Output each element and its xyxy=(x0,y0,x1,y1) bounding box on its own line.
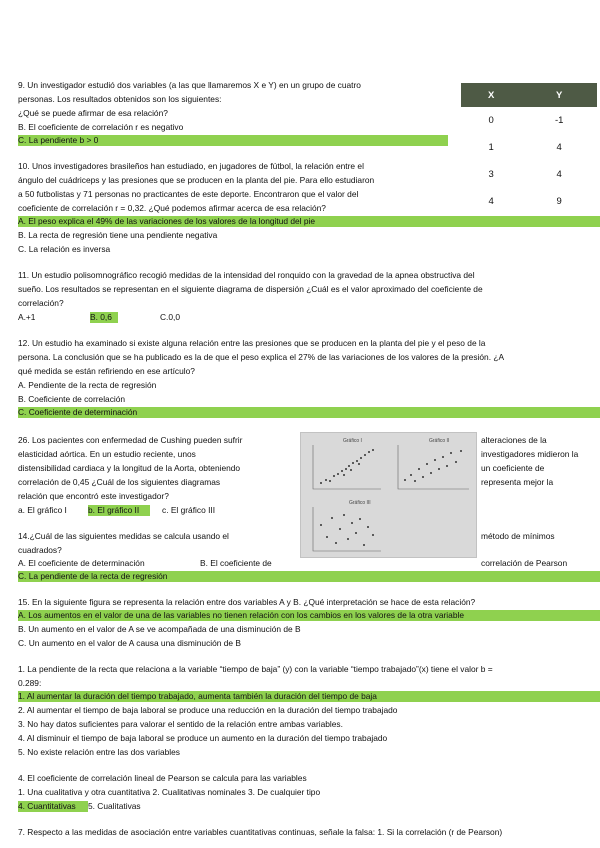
q15-option-c: C. Un aumento en el valor de A causa una disminución de B xyxy=(18,638,242,648)
q14-text-line2: cuadrados? xyxy=(18,545,62,555)
graph-point xyxy=(343,474,345,476)
q1-option-4: 4. Al disminuir el tiempo de baja laboral se produce un aumento en la duración del tiempo trabajado xyxy=(18,733,388,743)
q26-text-line4: correlación de 0,45 ¿Cuál de los siguientes diagramas xyxy=(18,477,221,487)
q10-option-c: C. La relación es inversa xyxy=(18,244,111,254)
graph-point xyxy=(347,538,349,540)
q1-option-1: 1. Al aumentar la duración del tiempo trabajado, aumenta también la duración del tiempo de baja xyxy=(18,691,377,701)
graph-point xyxy=(460,450,462,452)
graph-point xyxy=(450,452,452,454)
q1-option-2: 2. Al aumentar el tiempo de baja laboral se produce una reducción en la duración del tiempo trabajado xyxy=(18,705,398,715)
table-row xyxy=(461,107,597,134)
q9-option-c: C. La pendiente b > 0 xyxy=(18,135,99,145)
graph-point xyxy=(352,462,354,464)
graph-point xyxy=(404,479,406,481)
scatter-plots-figure xyxy=(300,432,477,558)
graph-2-axes xyxy=(398,445,469,489)
q9-question: ¿Qué se puede afirmar de esa relación? xyxy=(18,108,168,118)
graph-point xyxy=(350,469,352,471)
graph-point xyxy=(414,480,416,482)
table-cell: 1 xyxy=(488,142,494,153)
q10-option-a: A. El peso explica el 49% de las variaciones de los valores de la longitud del pie xyxy=(18,216,316,226)
q11-option-a: A.+1 xyxy=(18,312,36,322)
graph-point xyxy=(341,470,343,472)
q14-option-b-cont: correlación de Pearson xyxy=(481,558,568,568)
graph-point xyxy=(446,465,448,467)
q26-option-c: c. El gráfico III xyxy=(162,505,216,515)
q10-text-line2: ángulo del cuádriceps y las presiones que se producen en la planta del pie. Para ello estudiaron xyxy=(18,175,375,185)
table-cell: 4 xyxy=(488,196,494,207)
graph-point xyxy=(364,454,366,456)
q15-option-a: A. Los aumentos en el valor de una de las variables no tienen relación con los cambios en los valores de la otra variable xyxy=(18,610,464,620)
graph-point xyxy=(368,451,370,453)
table-row xyxy=(461,188,597,215)
graph-point xyxy=(367,526,369,528)
q26-text-line3: distensibilidad cardiaca y la longitud de la Aorta, obteniendo xyxy=(18,463,241,473)
q1-text-line1: 1. La pendiente de la recta que relaciona a la variable “tiempo de baja” (y) con la variable “tiempo trabajado”(x) tiene el valor b = xyxy=(18,664,493,674)
graph-point xyxy=(358,463,360,465)
table-header-x: X xyxy=(461,83,521,107)
graph-point xyxy=(418,468,420,470)
graph-point xyxy=(426,463,428,465)
xy-data-table xyxy=(461,83,597,215)
q14-option-c: C. La pendiente de la recta de regresión xyxy=(18,571,168,581)
q12-text-line3: qué medida se están refiriendo en ese artículo? xyxy=(18,366,195,376)
table-cell: 4 xyxy=(556,142,562,153)
table-cell: 0 xyxy=(488,115,494,126)
q26-text-right1: alteraciones de la xyxy=(481,435,547,445)
q10-text-line3: a 50 futbolistas y 71 personas no practicantes de este deporte. Encontraron que el valor del xyxy=(18,189,359,199)
q7-text-line1: 7. Respecto a las medidas de asociación entre variables cuantitativas continuas, señale la falsa: 1. Si la correlación (r de Pearson) xyxy=(18,827,503,837)
graph-point xyxy=(359,518,361,520)
graph-point xyxy=(320,524,322,526)
q11-text-line3: correlación? xyxy=(18,298,64,308)
graph-point xyxy=(372,534,374,536)
q11-option-b: B. 0,6 xyxy=(90,312,118,323)
q14-text-line1: 14.¿Cuál de las siguientes medidas se calcula usando el xyxy=(18,531,229,541)
graph-point xyxy=(325,479,327,481)
q1-option-5: 5. No existe relación entre las dos variables xyxy=(18,747,180,757)
table-cell: 9 xyxy=(556,196,562,207)
q26-text-right4: representa mejor la xyxy=(481,477,554,487)
q9-text-line1: 9. Un investigador estudió dos variables (a las que llamaremos X e Y) en un grupo de cuatro xyxy=(18,80,361,90)
graph-point xyxy=(345,468,347,470)
q26-text-right2: investigadores midieron la xyxy=(481,449,579,459)
table-row xyxy=(461,161,597,188)
q15-text-line1: 15. En la siguiente figura se representa la relación entre dos variables A y B. ¿Qué interpretación se hace de esta relación? xyxy=(18,597,476,607)
table-cell: -1 xyxy=(554,115,564,126)
graph-point xyxy=(348,465,350,467)
q4-options-line: 1. Una cualitativa y otra cuantitativa 2. Cualitativas nominales 3. De cualquier tipo xyxy=(18,787,321,797)
q15-option-b: B. Un aumento en el valor de A se ve acompañada de una disminución de B xyxy=(18,624,301,634)
q26-text-line1: 26. Los pacientes con enfermedad de Cushing pueden sufrir xyxy=(18,435,243,445)
table-cell: 4 xyxy=(556,169,562,180)
graph-1-axes xyxy=(313,445,381,489)
graph-point xyxy=(351,522,353,524)
q12-option-c: C. Coeficiente de determinación xyxy=(18,407,138,417)
graph-point xyxy=(339,528,341,530)
q11-option-c: C.0,0 xyxy=(160,312,181,322)
graph-point xyxy=(343,514,345,516)
q12-option-b: B. Coeficiente de correlación xyxy=(18,394,126,404)
q10-option-b: B. La recta de regresión tiene una pendiente negativa xyxy=(18,230,218,240)
graph-2-title: Gráfico II xyxy=(429,438,450,444)
graph-point xyxy=(434,459,436,461)
graph-point xyxy=(442,456,444,458)
graph-point xyxy=(333,475,335,477)
q1-text-line2: 0.289: xyxy=(18,678,42,688)
graph-point xyxy=(438,468,440,470)
q26-option-a: a. El gráfico I xyxy=(18,505,67,515)
graph-point xyxy=(372,449,374,451)
q10-text-line4: coeficiente de correlación r = 0,32. ¿Qué podemos afirmar acerca de esa relación? xyxy=(18,203,326,213)
q11-text-line1: 11. Un estudio polisomnográfico recogió medidas de la intensidad del ronquido con la gravedad de la apnea obstructiva del xyxy=(18,270,475,280)
q12-text-line1: 12. Un estudio ha examinado si existe alguna relación entre las presiones que se producen en la planta del pie y el peso de la xyxy=(18,338,486,348)
graph-point xyxy=(430,472,432,474)
q9-text-line2: personas. Los resultados obtenidos son los siguientes: xyxy=(18,94,222,104)
q11-text-line2: sueño. Los resultados se representan en el siguiente diagrama de dispersión ¿Cuál es el valor aproximado del coeficiente de xyxy=(18,284,483,294)
q26-option-b: b. El gráfico II xyxy=(88,505,150,516)
q26-text-right3: un coeficiente de xyxy=(481,463,545,473)
graph-point xyxy=(422,476,424,478)
graph-point xyxy=(360,457,362,459)
q9-option-b: B. El coeficiente de correlación r es negativo xyxy=(18,122,184,132)
q4-option-4: 4. Cuantitativas xyxy=(18,801,88,812)
q1-option-3: 3. No hay datos suficientes para valorar el sentido de la relación entre ambas variables. xyxy=(18,719,343,729)
table-row xyxy=(461,134,597,161)
graph-point xyxy=(320,482,322,484)
graph-point xyxy=(355,532,357,534)
graph-point xyxy=(356,460,358,462)
graph-1-title: Gráfico I xyxy=(343,438,362,444)
graph-point xyxy=(331,517,333,519)
q12-option-a: A. Pendiente de la recta de regresión xyxy=(18,380,157,390)
q4-text-line1: 4. El coeficiente de correlación lineal de Pearson se calcula para las variables xyxy=(18,773,307,783)
graph-point xyxy=(326,536,328,538)
graph-point xyxy=(363,544,365,546)
graph-point xyxy=(455,461,457,463)
q14-option-a: A. El coeficiente de determinación xyxy=(18,558,145,568)
graph-point xyxy=(337,473,339,475)
q14-text-right1: método de mínimos xyxy=(481,531,555,541)
q26-text-line2: elasticidad aórtica. En un estudio reciente, unos xyxy=(18,449,196,459)
q14-option-b: B. El coeficiente de xyxy=(200,558,272,568)
table-header-y: Y xyxy=(521,83,597,107)
q4-option-5: 5. Cualitativas xyxy=(88,801,141,811)
graph-point xyxy=(329,480,331,482)
q26-text-line5: relación que encontró este investigador? xyxy=(18,491,169,501)
q10-text-line1: 10. Unos investigadores brasileños han estudiado, en jugadores de fútbol, la relación entre el xyxy=(18,161,364,171)
graph-point xyxy=(335,542,337,544)
table-cell: 3 xyxy=(488,169,494,180)
graph-3-title: Gráfico III xyxy=(349,500,371,506)
graph-3-axes xyxy=(313,507,381,551)
graph-point xyxy=(410,474,412,476)
q12-text-line2: persona. La conclusión que se ha publicado es la de que el peso explica el 27% de las variaciones de los valores de la presión. ¿A xyxy=(18,352,505,362)
